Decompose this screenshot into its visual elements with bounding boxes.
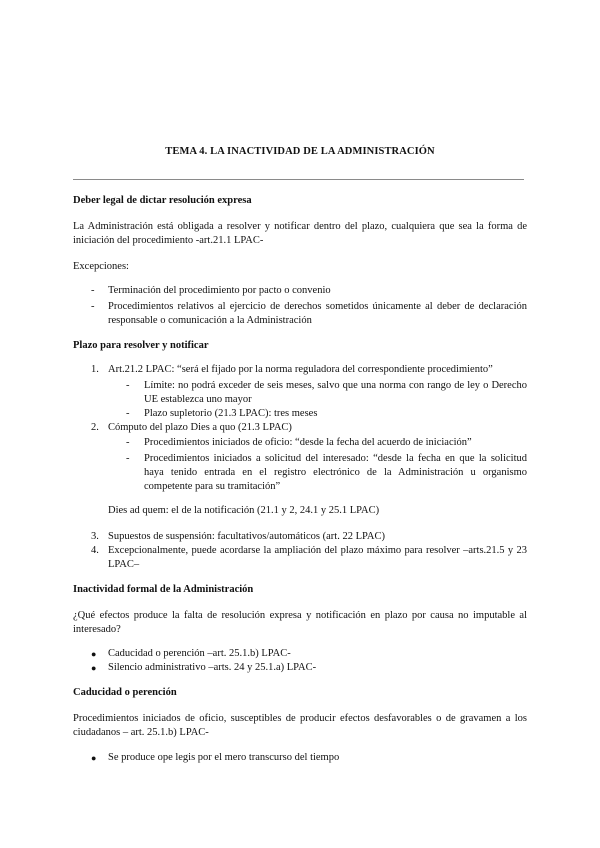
plazo-subitem: Límite: no podrá exceder de seis meses, salvo que una norma con rango de ley o Derecho UE establezca uno mayor (144, 380, 527, 405)
question-paragraph: ¿Qué efectos produce la falta de resolución expresa y notificación en plazo por causa no imputable al interesado? (73, 610, 527, 635)
bullet-marker: ● (91, 753, 97, 763)
paragraph-deber-legal: La Administración está obligada a resolver y notificar dentro del plazo, cualquiera que sea la forma de iniciación del procedimiento -art.21.1 LPAC- (73, 221, 527, 246)
caducidad-item: Se produce ope legis por el mero transcurso del tiempo (108, 752, 340, 763)
dash-marker: - (91, 285, 95, 296)
title-divider (73, 179, 524, 180)
plazo-item-4: Excepcionalmente, puede acordarse la ampliación del plazo máximo para resolver –arts.21.5 y 23 LPAC– (108, 545, 527, 570)
plazo-subitem: Procedimientos iniciados de oficio: “desde la fecha del acuerdo de iniciación” (144, 437, 472, 448)
heading-caducidad: Caducidad o perención (73, 687, 177, 698)
number-marker: 4. (91, 545, 99, 556)
dies-ad-quem: Dies ad quem: el de la notificación (21.1 y 2, 24.1 y 25.1 LPAC) (108, 505, 380, 516)
plazo-subitem: Plazo supletorio (21.3 LPAC): tres meses (144, 408, 318, 419)
heading-inactividad: Inactividad formal de la Administración (73, 584, 254, 595)
dash-marker: - (126, 453, 130, 464)
bullet-marker: ● (91, 663, 97, 673)
plazo-item-3: Supuestos de suspensión: facultativos/automáticos (art. 22 LPAC) (108, 531, 385, 542)
number-marker: 2. (91, 422, 99, 433)
exception-item: Terminación del procedimiento por pacto o convenio (108, 285, 331, 296)
efecto-item: Silencio administrativo –arts. 24 y 25.1.a) LPAC- (108, 662, 317, 673)
plazo-subitem: Procedimientos iniciados a solicitud del interesado: “desde la fecha en que la solicitud haya tenido entrada en el registro electrónico de la Administración u organismo competente para su tramitación” (144, 453, 527, 492)
plazo-item-1: Art.21.2 LPAC: “será el fijado por la norma reguladora del correspondiente procedimiento” (108, 364, 493, 375)
number-marker: 1. (91, 364, 99, 375)
bullet-marker: ● (91, 649, 97, 659)
dash-marker: - (126, 437, 130, 448)
plazo-item-2: Cómputo del plazo Dies a quo (21.3 LPAC) (108, 422, 292, 433)
dash-marker: - (91, 301, 95, 312)
heading-deber-legal: Deber legal de dictar resolución expresa (73, 195, 252, 206)
paragraph-caducidad: Procedimientos iniciados de oficio, susceptibles de producir efectos desfavorables o de gravamen a los ciudadanos – art. 25.1.b) LPAC- (73, 713, 527, 738)
exceptions-label: Excepciones: (73, 261, 129, 272)
exception-item: Procedimientos relativos al ejercicio de derechos sometidos únicamente al deber de declaración responsable o comunicación a la Administración (108, 301, 527, 326)
dash-marker: - (126, 380, 130, 391)
dash-marker: - (126, 408, 130, 419)
number-marker: 3. (91, 531, 99, 542)
heading-plazo: Plazo para resolver y notificar (73, 340, 209, 351)
document-title: TEMA 4. LA INACTIVIDAD DE LA ADMINISTRACIÓN (165, 146, 435, 157)
efecto-item: Caducidad o perención –art. 25.1.b) LPAC- (108, 648, 291, 659)
